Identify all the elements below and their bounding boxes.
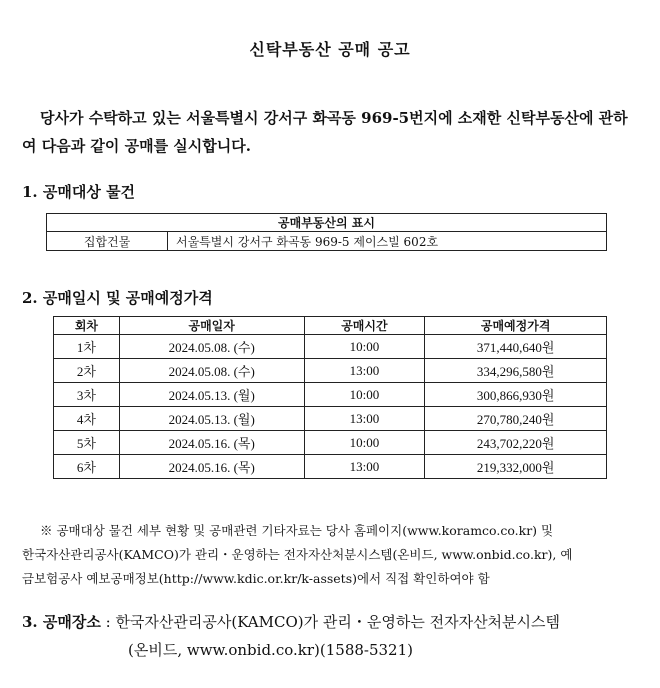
note-line-3: 금보험공사 예보공매정보(http://www.kdic.or.kr/k-assets)에서 직접 확인하여야 함 <box>22 571 490 586</box>
table-row <box>54 335 607 359</box>
column-header-date: 공매일자 <box>119 317 304 335</box>
section3-place <box>22 608 652 664</box>
price-cell: 334,296,580원 <box>425 359 607 383</box>
time-cell: 13:00 <box>304 359 425 383</box>
price-cell: 270,780,240원 <box>425 407 607 431</box>
date-cell: 2024.05.08. (수) <box>119 335 304 359</box>
time-cell: 10:00 <box>304 335 425 359</box>
intro-paragraph: 당사가 수탁하고 있는 서울특별시 강서구 화곡동 969-5번지에 소재한 신탁부동산에 관하여 다음과 같이 공매를 실시합니다. <box>22 109 628 155</box>
price-cell: 243,702,220원 <box>425 431 607 455</box>
date-cell: 2024.05.08. (수) <box>119 359 304 383</box>
column-header-price: 공매예정가격 <box>425 317 607 335</box>
table-row <box>54 455 607 479</box>
round-cell: 6차 <box>54 455 120 479</box>
round-cell: 1차 <box>54 335 120 359</box>
round-cell: 5차 <box>54 431 120 455</box>
note-paragraph <box>22 519 642 591</box>
table-row <box>54 359 607 383</box>
page-title: 신탁부동산 공매 공고 <box>249 40 411 59</box>
section2-heading: 2. 공매일시 및 공매예정가격 <box>22 289 213 307</box>
column-header-round: 회차 <box>54 317 120 335</box>
note-line-2: 한국자산관리공사(KAMCO)가 관리・운영하는 전자자산처분시스템(온비드, www.onbid.co.kr), 예 <box>22 547 573 562</box>
date-cell: 2024.05.16. (목) <box>119 455 304 479</box>
date-cell: 2024.05.13. (월) <box>119 407 304 431</box>
section3-label: 3. 공매장소 <box>22 613 101 631</box>
section1-heading: 1. 공매대상 물건 <box>22 183 136 201</box>
table-row <box>54 431 607 455</box>
price-cell: 219,332,000원 <box>425 455 607 479</box>
time-cell: 10:00 <box>304 383 425 407</box>
time-cell: 13:00 <box>304 455 425 479</box>
date-cell: 2024.05.16. (목) <box>119 431 304 455</box>
schedule-header-row <box>54 317 607 335</box>
place-line-2: (온비드, www.onbid.co.kr)(1588-5321) <box>128 641 413 659</box>
table-row <box>54 383 607 407</box>
round-cell: 2차 <box>54 359 120 383</box>
round-cell: 3차 <box>54 383 120 407</box>
property-table <box>46 213 607 251</box>
table-row <box>54 407 607 431</box>
price-cell: 371,440,640원 <box>425 335 607 359</box>
date-cell: 2024.05.13. (월) <box>119 383 304 407</box>
round-cell: 4차 <box>54 407 120 431</box>
time-cell: 13:00 <box>304 407 425 431</box>
property-type: 집합건물 <box>47 232 168 251</box>
column-header-time: 공매시간 <box>304 317 425 335</box>
price-cell: 300,866,930원 <box>425 383 607 407</box>
time-cell: 10:00 <box>304 431 425 455</box>
section3-separator: : <box>100 613 116 631</box>
property-table-header: 공매부동산의 표시 <box>47 214 607 232</box>
place-text-1: 한국자산관리공사(KAMCO)가 관리・운영하는 전자자산처분시스템 <box>115 613 561 631</box>
schedule-table <box>53 316 607 479</box>
place-line-1 <box>22 608 652 636</box>
property-address: 서울특별시 강서구 화곡동 969-5 제이스빌 602호 <box>168 232 607 251</box>
note-line-1: ※ 공매대상 물건 세부 현황 및 공매관련 기타자료는 당사 홈페이지(www.koramco.co.kr) 및 <box>40 523 554 538</box>
